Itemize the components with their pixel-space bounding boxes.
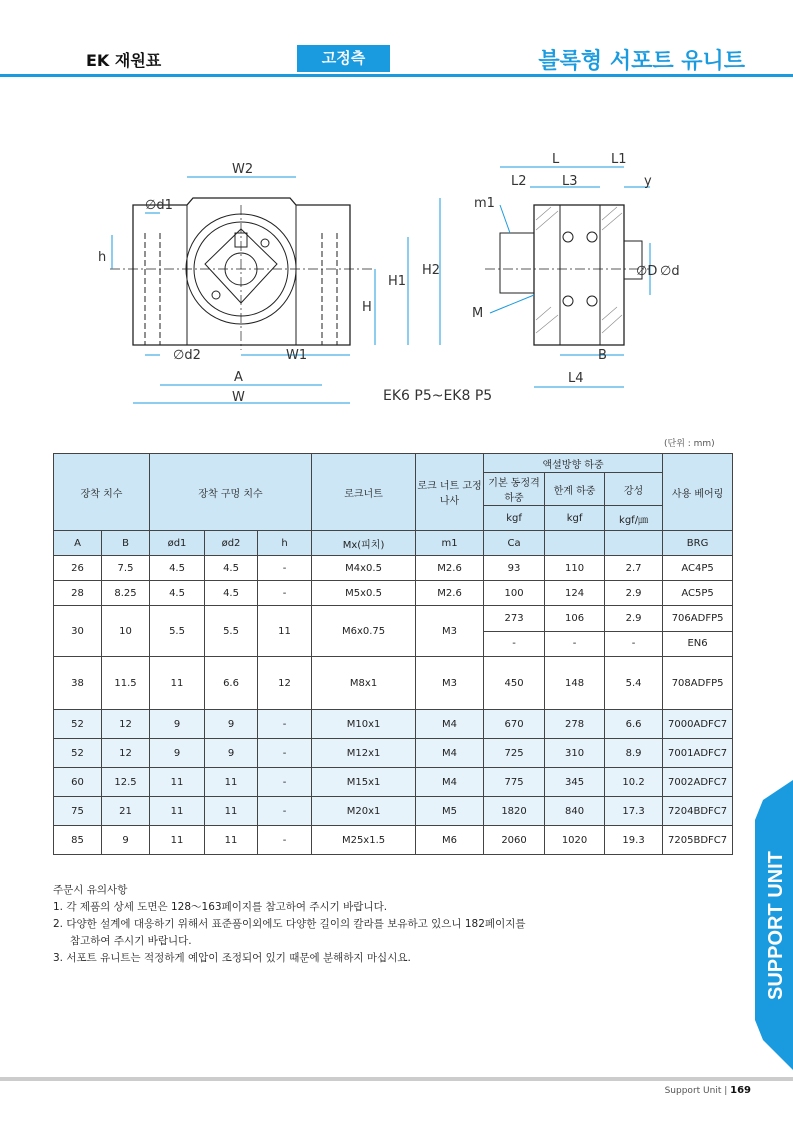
label-a: A xyxy=(234,370,243,385)
table-row xyxy=(54,556,733,581)
cell-limit: - xyxy=(545,631,605,657)
cell-a: 85 xyxy=(54,826,102,855)
label-H: H xyxy=(362,300,372,315)
cell-d2: 6.6 xyxy=(205,657,258,710)
cell-b: 12 xyxy=(102,710,150,739)
cell-h: - xyxy=(258,556,312,581)
label-d: ∅d xyxy=(660,264,680,279)
cell-h: - xyxy=(258,768,312,797)
cell-mx: M4x0.5 xyxy=(312,556,416,581)
cell-b: 12 xyxy=(102,739,150,768)
cell-h: - xyxy=(258,826,312,855)
cell-d1: 4.5 xyxy=(150,556,205,581)
spec-table xyxy=(53,453,733,855)
note-2: 2. 다양한 설계에 대응하기 위해서 표준품이외에도 다양한 길이의 칼라를 보유하고 있으니 182페이지를 xyxy=(53,918,526,930)
footer: Support Unit | 169 xyxy=(664,1085,751,1096)
cell-rigidity: 19.3 xyxy=(605,826,663,855)
label-l1: L1 xyxy=(611,152,627,167)
cell-limit: 278 xyxy=(545,710,605,739)
header-rule xyxy=(0,74,793,77)
th-sub: Ca xyxy=(484,531,545,556)
label-l: L xyxy=(552,152,560,167)
cell-rigidity: 8.9 xyxy=(605,739,663,768)
label-h2: H2 xyxy=(422,263,441,278)
cell-ca: 273 xyxy=(484,606,545,632)
cell-a: 28 xyxy=(54,581,102,606)
catalog-title: EK 재원표 xyxy=(86,51,162,70)
cell-ca: 725 xyxy=(484,739,545,768)
label-d1: ∅d1 xyxy=(145,198,173,213)
cell-bearing: 7002ADFC7 xyxy=(663,768,733,797)
side-tab-label: SUPPORT UNIT xyxy=(765,851,787,1000)
cell-a: 38 xyxy=(54,657,102,710)
cell-limit: 148 xyxy=(545,657,605,710)
cell-rigidity: - xyxy=(605,631,663,657)
cell-d1: 11 xyxy=(150,797,205,826)
cell-d1: 9 xyxy=(150,710,205,739)
note-3: 3. 서포트 유니트는 적정하게 예압이 조정되어 있기 때문에 분해하지 마십시요. xyxy=(53,952,411,964)
cell-bearing: 7204BDFC7 xyxy=(663,797,733,826)
cell-rigidity: 2.9 xyxy=(605,581,663,606)
cell-limit: 310 xyxy=(545,739,605,768)
cell-bearing: 708ADFP5 xyxy=(663,657,733,710)
cell-d1: 4.5 xyxy=(150,581,205,606)
label-D: ∅D xyxy=(636,264,658,279)
table-row xyxy=(54,581,733,606)
th-unit: kgf xyxy=(545,506,605,531)
cell-d2: 5.5 xyxy=(205,606,258,657)
cell-m1: M2.6 xyxy=(416,556,484,581)
cell-mx: M8x1 xyxy=(312,657,416,710)
th-sub: m1 xyxy=(416,531,484,556)
cell-limit: 840 xyxy=(545,797,605,826)
cell-d1: 11 xyxy=(150,826,205,855)
th-lock-screw: 로크 너트 고정 나사 xyxy=(416,454,484,531)
th-mount-hole: 장착 구멍 치수 xyxy=(150,454,312,531)
th-limit-load: 한계 하중 xyxy=(545,473,605,506)
label-m1: m1 xyxy=(474,196,495,211)
cell-d2: 11 xyxy=(205,826,258,855)
cell-d2: 11 xyxy=(205,768,258,797)
th-bearing: 사용 베어링 xyxy=(663,454,733,531)
notes-title: 주문시 유의사항 xyxy=(53,884,128,896)
cell-rigidity: 6.6 xyxy=(605,710,663,739)
side-view xyxy=(485,167,650,387)
table-row xyxy=(54,768,733,797)
cell-h: - xyxy=(258,581,312,606)
note-2-cont: 참고하여 주시기 바랍니다. xyxy=(70,935,192,947)
th-axial-load: 액셜방향 하중 xyxy=(484,454,663,473)
cell-d1: 11 xyxy=(150,657,205,710)
th-sub: BRG xyxy=(663,531,733,556)
cell-d2: 4.5 xyxy=(205,581,258,606)
th-mount-dim: 장착 치수 xyxy=(54,454,150,531)
cell-a: 75 xyxy=(54,797,102,826)
cell-m1: M4 xyxy=(416,739,484,768)
th-sub xyxy=(545,531,605,556)
cell-limit: 110 xyxy=(545,556,605,581)
th-sub: A xyxy=(54,531,102,556)
cell-mx: M25x1.5 xyxy=(312,826,416,855)
note-1: 1. 각 제품의 상세 도면은 128～163페이지를 참고하여 주시기 바랍니다. xyxy=(53,901,388,913)
table-row xyxy=(54,657,733,710)
cell-bearing: AC4P5 xyxy=(663,556,733,581)
cell-b: 7.5 xyxy=(102,556,150,581)
cell-mx: M15x1 xyxy=(312,768,416,797)
table-row xyxy=(54,606,733,632)
cell-mx: M10x1 xyxy=(312,710,416,739)
th-unit: kgf xyxy=(484,506,545,531)
cell-a: 52 xyxy=(54,710,102,739)
label-m: M xyxy=(472,306,484,321)
th-sub: h xyxy=(258,531,312,556)
cell-ca: 775 xyxy=(484,768,545,797)
cell-h: 12 xyxy=(258,657,312,710)
cell-m1: M6 xyxy=(416,826,484,855)
cell-m1: M5 xyxy=(416,797,484,826)
label-l4: L4 xyxy=(568,371,584,386)
cell-bearing: 7000ADFC7 xyxy=(663,710,733,739)
cell-h: - xyxy=(258,797,312,826)
cell-rigidity: 17.3 xyxy=(605,797,663,826)
cell-limit: 106 xyxy=(545,606,605,632)
cell-a: 26 xyxy=(54,556,102,581)
label-w2: W2 xyxy=(232,162,254,177)
label-l3: L3 xyxy=(562,174,578,189)
label-w: W xyxy=(232,390,245,405)
cell-d2: 9 xyxy=(205,739,258,768)
cell-m1: M3 xyxy=(416,657,484,710)
cell-bearing: AC5P5 xyxy=(663,581,733,606)
cell-ca: 93 xyxy=(484,556,545,581)
cell-d1: 9 xyxy=(150,739,205,768)
cell-a: 52 xyxy=(54,739,102,768)
cell-mx: M5x0.5 xyxy=(312,581,416,606)
footer-rule xyxy=(0,1077,793,1081)
cell-b: 8.25 xyxy=(102,581,150,606)
label-h1: H1 xyxy=(388,274,407,289)
cell-ca: 1820 xyxy=(484,797,545,826)
cell-bearing: 7001ADFC7 xyxy=(663,739,733,768)
cell-bearing: EN6 xyxy=(663,631,733,657)
cell-m1: M3 xyxy=(416,606,484,657)
cell-limit: 1020 xyxy=(545,826,605,855)
cell-mx: M12x1 xyxy=(312,739,416,768)
cell-m1: M4 xyxy=(416,710,484,739)
footer-section: Support Unit xyxy=(664,1086,722,1096)
fixed-side-badge: 고정측 xyxy=(297,45,390,72)
label-w1: W1 xyxy=(286,348,308,363)
cell-h: 11 xyxy=(258,606,312,657)
cell-m1: M4 xyxy=(416,768,484,797)
cell-h: - xyxy=(258,739,312,768)
cell-b: 9 xyxy=(102,826,150,855)
cell-mx: M6x0.75 xyxy=(312,606,416,657)
section-title: 블록형 서포트 유니트 xyxy=(538,49,745,74)
cell-rigidity: 5.4 xyxy=(605,657,663,710)
cell-d2: 4.5 xyxy=(205,556,258,581)
cell-b: 10 xyxy=(102,606,150,657)
unit-note: (단위 : mm) xyxy=(664,439,715,449)
cell-limit: 345 xyxy=(545,768,605,797)
label-h: h xyxy=(98,250,107,265)
th-rigidity: 강성 xyxy=(605,473,663,506)
cell-m1: M2.6 xyxy=(416,581,484,606)
label-l2: L2 xyxy=(511,174,527,189)
cell-ca: 450 xyxy=(484,657,545,710)
cell-bearing: 706ADFP5 xyxy=(663,606,733,632)
label-y: y xyxy=(644,174,652,189)
cell-h: - xyxy=(258,710,312,739)
cell-rigidity: 10.2 xyxy=(605,768,663,797)
cell-a: 30 xyxy=(54,606,102,657)
cell-b: 11.5 xyxy=(102,657,150,710)
th-sub: Mx(피치) xyxy=(312,531,416,556)
cell-d1: 11 xyxy=(150,768,205,797)
cell-limit: 124 xyxy=(545,581,605,606)
th-basic-load: 기본 동정격 하중 xyxy=(484,473,545,506)
cell-ca: 100 xyxy=(484,581,545,606)
th-sub xyxy=(605,531,663,556)
cell-b: 21 xyxy=(102,797,150,826)
table-row xyxy=(54,739,733,768)
drawing-caption: EK6 P5~EK8 P5 xyxy=(383,388,493,404)
cell-d2: 9 xyxy=(205,710,258,739)
cell-a: 60 xyxy=(54,768,102,797)
th-sub: ød1 xyxy=(150,531,205,556)
cell-ca: - xyxy=(484,631,545,657)
cell-ca: 2060 xyxy=(484,826,545,855)
th-sub: B xyxy=(102,531,150,556)
cell-d1: 5.5 xyxy=(150,606,205,657)
th-sub: ød2 xyxy=(205,531,258,556)
cell-bearing: 7205BDFC7 xyxy=(663,826,733,855)
cell-rigidity: 2.7 xyxy=(605,556,663,581)
table-row xyxy=(54,797,733,826)
cell-d2: 11 xyxy=(205,797,258,826)
th-locknut: 로크너트 xyxy=(312,454,416,531)
cell-mx: M20x1 xyxy=(312,797,416,826)
order-notes xyxy=(53,882,526,967)
cell-rigidity: 2.9 xyxy=(605,606,663,632)
page-number: 169 xyxy=(730,1085,751,1096)
th-unit: kgf/㎛ xyxy=(605,506,663,531)
table-row xyxy=(54,826,733,855)
table-row xyxy=(54,710,733,739)
label-b: B xyxy=(598,348,607,363)
cell-ca: 670 xyxy=(484,710,545,739)
cell-b: 12.5 xyxy=(102,768,150,797)
label-d2: ∅d2 xyxy=(173,348,201,363)
